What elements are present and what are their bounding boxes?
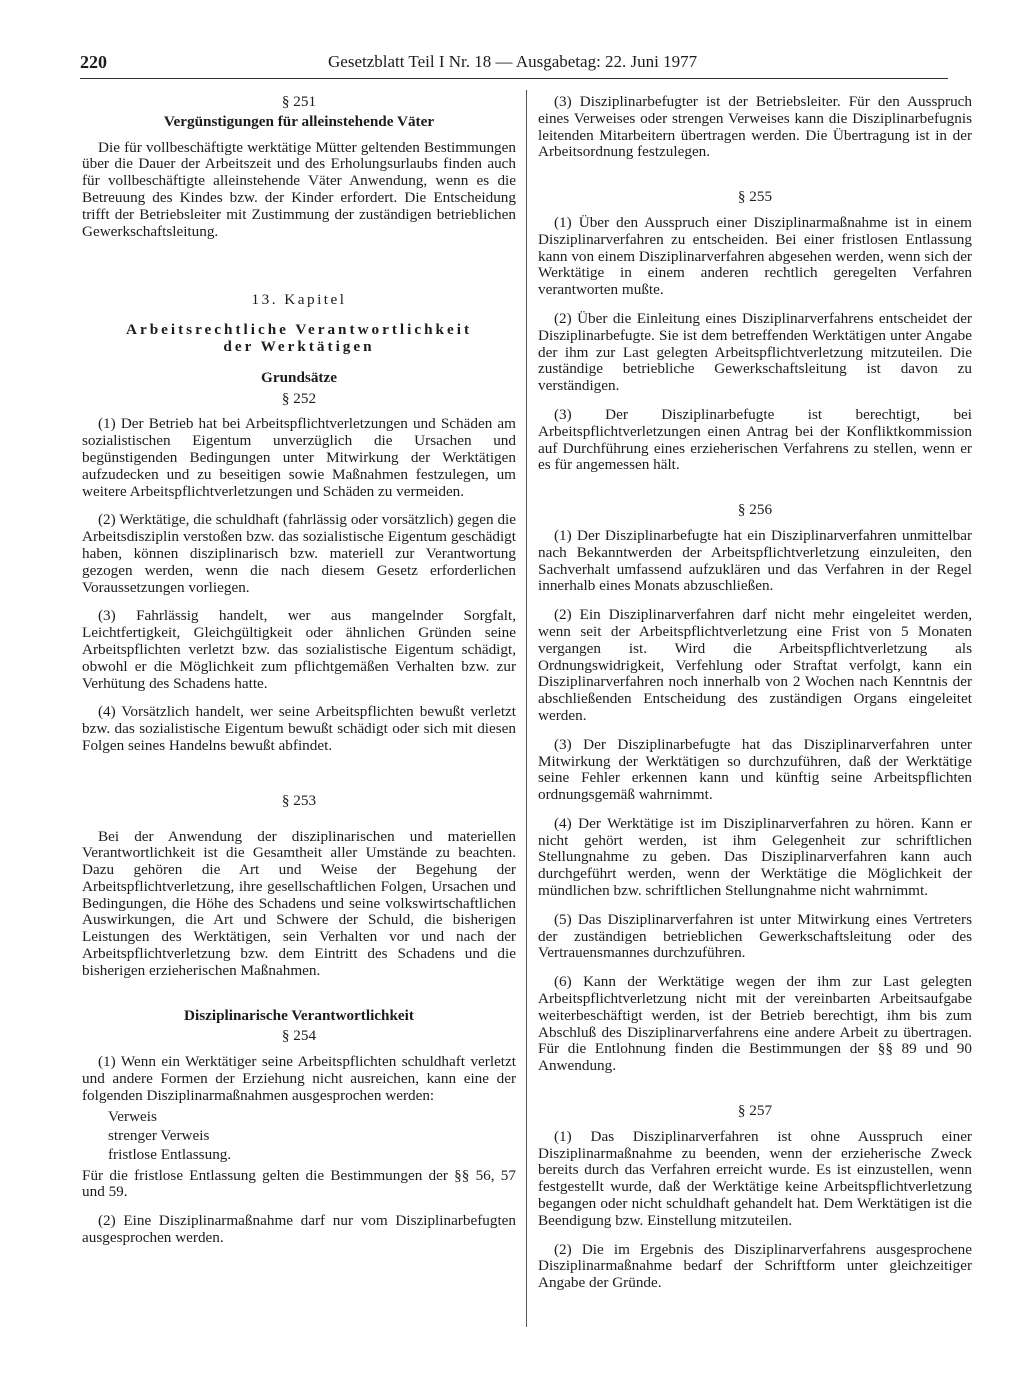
- subsection-title: Disziplinarische Verantwortlichkeit: [184, 1006, 414, 1024]
- paragraph: (1) Über den Ausspruch einer Disziplinarmaßnahme ist in einem Disziplinarverfahren zu entscheiden. Bei einer fristlosen Entlassung kann von einem Disziplinarverfahren abgesehen werden, wenn sich der Werktätige in einem anderen rechtlich geregelten Verfahren verantworten mußte.: [538, 213, 972, 299]
- subsection-title: Grundsätze: [261, 368, 337, 386]
- paragraph: (4) Der Werktätige ist im Disziplinarverfahren zu hören. Kann er nicht gehört werden, ist ihm Gelegenheit zur schriftlichen Stellungnahme zu geben. Das Disziplinarverfahren kann auch durchgeführt werden, wenn der Werktätige die Möglichkeit der mündlichen bzw. schriftlichen Stellungnahme nicht wahrnimmt.: [538, 814, 972, 900]
- column-divider: [526, 90, 527, 1327]
- section-number: § 254: [281, 1027, 317, 1045]
- chapter-title-line: Arbeitsrechtliche Verantwortlichkeit: [125, 321, 473, 339]
- page-header: [80, 52, 698, 76]
- paragraph: (2) Werktätige, die schuldhaft (fahrlässig oder vorsätzlich) gegen die Arbeitsdisziplin verstoßen bzw. das sozialistische Eigentum geschädigt haben, können disziplinarisch bzw. materiell zur Verantwortung gezogen werden, wenn die nach diesem Gesetz erforderlichen Voraussetzungen vorliegen.: [82, 511, 516, 596]
- section-number: § 255: [737, 188, 773, 206]
- list-item: fristlose Entlassung.: [108, 1145, 232, 1163]
- paragraph: (1) Das Disziplinarverfahren ist ohne Ausspruch einer Disziplinarmaßnahme zu beenden, wenn der erzieherische Zweck bereits durch das Verfahren erreicht wurde. Es ist einzustellen, wenn festgestellt wurde, daß der Werktätige keine Arbeitspflichtverletzung begangen oder nicht schuldhaft gehandelt hat. Dem Werktätigen ist die Beendigung bzw. Einstellung mitzuteilen.: [538, 1127, 972, 1229]
- section-number: § 256: [737, 501, 773, 519]
- paragraph: (5) Das Disziplinarverfahren ist unter Mitwirkung eines Vertreters der zuständigen betrieblichen Gewerkschaftsleitung oder des Vertrauensmannes durchzuführen.: [538, 910, 972, 962]
- paragraph: (3) Der Disziplinarbefugte ist berechtigt, bei Arbeitspflichtverletzungen einen Antrag bei der Konfliktkommission auf Durchführung eines erzieherischen Verfahrens zu stellen, wenn er es für angemessen hält.: [538, 405, 972, 474]
- page-number: 220: [80, 52, 107, 72]
- header-rule: [80, 78, 948, 79]
- section-number: § 257: [737, 1102, 773, 1120]
- paragraph: (3) Disziplinarbefugter ist der Betriebsleiter. Für den Ausspruch eines Verweises oder strengen Verweises kann die Disziplinarbefugnis leitenden Mitarbeitern übertragen werden. Die Übertragung ist in der Arbeitsordnung festzulegen.: [538, 93, 972, 161]
- paragraph: (3) Fahrlässig handelt, wer aus mangelnder Sorgfalt, Leichtfertigkeit, Gleichgültigkeit oder ähnlichen Gründen seine Arbeitspflichten verletzt bzw. das sozialistische Eigentum schädigt, obwohl er die Möglichkeit zum pflichtgemäßen Verhalten bzw. zur Verhütung des Schadens hatte.: [82, 607, 516, 692]
- right-column: [538, 94, 972, 1304]
- list-item: strenger Verweis: [108, 1126, 210, 1144]
- paragraph: (1) Der Betrieb hat bei Arbeitspflichtverletzungen und Schäden am sozialistischen Eigentum unverzüglich die Ursachen und begünstigenden Bedingungen unter Mitwirkung der Werktätigen aufzudecken und zu beseitigen sowie Maßnahmen festzulegen, um weitere Arbeitspflichtverletzungen und Schäden zu vermeiden.: [82, 415, 516, 500]
- paragraph: (2) Eine Disziplinarmaßnahme darf nur vom Disziplinarbefugten ausgesprochen werden.: [82, 1212, 516, 1247]
- left-column: [82, 94, 516, 1259]
- page-title: Gesetzblatt Teil I Nr. 18 — Ausgabetag: 22. Juni 1977: [328, 52, 698, 71]
- chapter-title-line: der Werktätigen: [223, 337, 375, 355]
- paragraph: (4) Vorsätzlich handelt, wer seine Arbeitspflichten bewußt verletzt bzw. das sozialistische Eigentum bewußt schädigt oder sich mit diesen Folgen seines Handelns bewußt abfindet.: [82, 703, 516, 754]
- list-item: Verweis: [108, 1107, 157, 1125]
- paragraph: Bei der Anwendung der disziplinarischen und materiellen Verantwortlichkeit ist die Gesamtheit aller Umstände zu beachten. Dazu gehören die Art und Weise der Begehung der Arbeitspflichtverletzung, ihre gesellschaftlichen Folgen, Ursachen und Bedingungen, die Höhe des Schadens und seine volkswirtschaftlichen Auswirkungen, die Art und Schwere der Schuld, die bisherigen Leistungen des Werktätigen, sein Verhalten vor und nach der Arbeitspflichtverletzung bzw. dem Eintritt des Schadens und die bisherigen erzieherischen Maßnahmen.: [82, 827, 516, 979]
- chapter-title: [82, 322, 516, 356]
- paragraph: (2) Über die Einleitung eines Disziplinarverfahrens entscheidet der Disziplinarbefugte. Sie ist dem betreffenden Werktätigen unter Angabe der ihm zur Last gelegten Arbeitspflichtverletzung mitzuteilen. Die zuständige betriebliche Gewerkschaftsleitung ist davon zu verständigen.: [538, 309, 972, 395]
- paragraph: (3) Der Disziplinarbefugte hat das Disziplinarverfahren unter Mitwirkung der Werktätigen so durchzuführen, daß der Werktätige seine Fehler erkennen kann und künftig seine Arbeitspflichten ordnungsgemäß wahrnimmt.: [538, 735, 972, 804]
- section-number: § 252: [281, 389, 317, 407]
- paragraph: Die für vollbeschäftigte werktätige Mütter geltenden Bestimmungen über die Dauer der Arbeitszeit und des Erholungsurlaubs finden auch für vollbeschäftigte alleinstehende Väter Anwendung, wenn es die Betreuung des Kindes bzw. der Kinder erfordert. Die Entscheidung trifft der Betriebsleiter mit Zustimmung der zuständigen betrieblichen Gewerkschaftsleitung.: [82, 138, 516, 240]
- chapter-label: 13. Kapitel: [251, 291, 347, 309]
- paragraph: Für die fristlose Entlassung gelten die Bestimmungen der §§ 56, 57 und 59.: [82, 1166, 516, 1201]
- paragraph: (1) Der Disziplinarbefugte hat ein Disziplinarverfahren unmittelbar nach Bekanntwerden der Arbeitspflichtverletzung einzuleiten, den Sachverhalt umfassend aufzuklären und das Verfahren in der Regel innerhalb eines Monats abzuschließen.: [538, 526, 972, 595]
- paragraph: (1) Wenn ein Werktätiger seine Arbeitspflichten schuldhaft verletzt und andere Formen der Erziehung nicht ausreichen, kann eine der folgenden Disziplinarmaßnahmen ausgesprochen werden:: [82, 1053, 516, 1104]
- paragraph: (6) Kann der Werktätige wegen der ihm zur Last gelegten Arbeitspflichtverletzung nicht mit der vereinbarten Arbeitsaufgabe weiterbeschäftigt werden, ist der Betrieb berechtigt, ihm bis zum Abschluß des Disziplinarverfahrens eine andere Arbeit zu übertragen. Für die Entlohnung finden die Bestimmungen der §§ 89 und 90 Anwendung.: [538, 973, 972, 1075]
- measure-list: [82, 1107, 516, 1164]
- section-title: Vergünstigungen für alleinstehende Väter: [163, 112, 435, 130]
- section-number: § 253: [281, 791, 317, 809]
- section-number: § 251: [281, 93, 317, 110]
- paragraph: (2) Ein Disziplinarverfahren darf nicht mehr eingeleitet werden, wenn seit der Arbeitspflichtverletzung eine Frist von 5 Monaten vergangen ist. Wird die Arbeitspflichtverletzung als Ordnungswidrigkeit, Verfehlung oder Straftat verfolgt, kann ein Disziplinarverfahren noch innerhalb von 2 Wochen nach Kenntnis der abschließenden Entscheidung des zuständigen Organs eingeleitet werden.: [538, 606, 972, 724]
- paragraph: (2) Die im Ergebnis des Disziplinarverfahrens ausgesprochene Disziplinarmaßnahme bedarf der Schriftform unter gleichzeitiger Angabe der Gründe.: [538, 1240, 972, 1292]
